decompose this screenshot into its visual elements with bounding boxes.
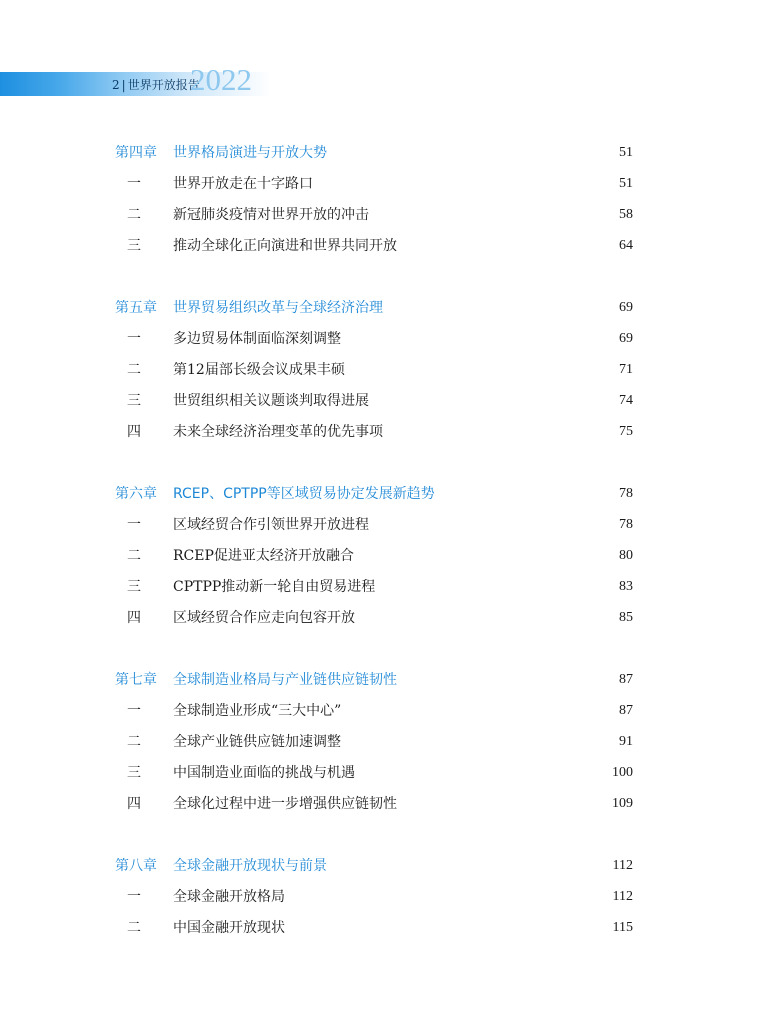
section-title: RCEP促进亚太经济开放融合: [173, 548, 354, 564]
toc-section-entry[interactable]: [115, 886, 633, 908]
toc-section-entry[interactable]: [115, 762, 633, 784]
section-title: 世贸组织相关议题谈判取得进展: [173, 393, 369, 409]
dot-leader: [331, 855, 609, 877]
section-number: 四: [127, 610, 141, 626]
toc-section-entry[interactable]: [115, 545, 633, 567]
page-number: 74: [619, 393, 633, 408]
page-number: 80: [619, 548, 633, 563]
dot-leader: [373, 390, 611, 412]
section-title: 全球金融开放格局: [173, 889, 285, 905]
dot-leader: [345, 328, 611, 350]
page-number: 64: [619, 238, 633, 253]
toc-section-entry[interactable]: [115, 204, 633, 226]
dot-leader: [373, 204, 611, 226]
section-number: 四: [127, 424, 141, 440]
toc-section-entry[interactable]: [115, 328, 633, 350]
dot-leader: [373, 514, 611, 536]
section-number: 二: [127, 362, 141, 378]
chapter-number: 第六章: [115, 486, 157, 502]
section-title: 全球化过程中进一步增强供应链韧性: [173, 796, 397, 812]
page-number: 78: [619, 486, 633, 501]
section-number: 一: [127, 331, 141, 347]
page-number: 91: [619, 734, 633, 749]
chapter-title: RCEP、CPTPP等区域贸易协定发展新趋势: [173, 486, 435, 502]
toc-section-entry[interactable]: [115, 421, 633, 443]
dot-leader: [359, 762, 608, 784]
toc-chapter-entry[interactable]: [115, 297, 633, 319]
page-number: 109: [612, 796, 633, 811]
toc-section-entry[interactable]: [115, 359, 633, 381]
page-number: 78: [619, 517, 633, 532]
header-separator: |: [121, 78, 126, 92]
section-title: CPTPP推动新一轮自由贸易进程: [173, 579, 376, 595]
section-title: 新冠肺炎疫情对世界开放的冲击: [173, 207, 369, 223]
dot-leader: [387, 421, 611, 443]
section-number: 三: [127, 238, 141, 254]
chapter-number: 第七章: [115, 672, 157, 688]
section-title: 第12届部长级会议成果丰硕: [173, 362, 345, 378]
section-number: 二: [127, 207, 141, 223]
header-page-number: 2: [112, 78, 120, 92]
toc-section-entry[interactable]: [115, 235, 633, 257]
section-number: 一: [127, 176, 141, 192]
page-number: 100: [612, 765, 633, 780]
section-number: 三: [127, 393, 141, 409]
section-number: 一: [127, 517, 141, 533]
page-number: 69: [619, 300, 633, 315]
page-number: 58: [619, 207, 633, 222]
section-title: 区域经贸合作应走向包容开放: [173, 610, 355, 626]
toc-section-entry[interactable]: [115, 917, 633, 939]
dot-leader: [359, 607, 611, 629]
chapter-title: 全球金融开放现状与前景: [173, 858, 327, 874]
section-title: 多边贸易体制面临深刻调整: [173, 331, 341, 347]
section-title: 全球产业链供应链加速调整: [173, 734, 341, 750]
section-number: 三: [127, 579, 141, 595]
page-number: 115: [612, 920, 633, 935]
dot-leader: [439, 483, 611, 505]
chapter-number: 第五章: [115, 300, 157, 316]
page-number: 51: [619, 176, 633, 191]
toc-chapter-entry[interactable]: [115, 669, 633, 691]
toc-section-entry[interactable]: [115, 390, 633, 412]
toc-section-entry[interactable]: [115, 607, 633, 629]
section-number: 四: [127, 796, 141, 812]
page-number: 69: [619, 331, 633, 346]
dot-leader: [345, 731, 611, 753]
toc-chapter-entry[interactable]: [115, 142, 633, 164]
header-year: 2022: [190, 62, 252, 97]
page-number: 87: [619, 703, 633, 718]
section-number: 一: [127, 889, 141, 905]
chapter-title: 世界贸易组织改革与全球经济治理: [173, 300, 383, 316]
chapter-number: 第八章: [115, 858, 157, 874]
dot-leader: [289, 917, 609, 939]
section-number: 二: [127, 548, 141, 564]
section-number: 三: [127, 765, 141, 781]
section-title: 区域经贸合作引领世界开放进程: [173, 517, 369, 533]
page-number: 112: [612, 889, 633, 904]
chapter-title: 全球制造业格局与产业链供应链韧性: [173, 672, 397, 688]
page-number: 87: [619, 672, 633, 687]
chapter-number: 第四章: [115, 145, 157, 161]
section-title: 中国制造业面临的挑战与机遇: [173, 765, 355, 781]
section-title: 中国金融开放现状: [173, 920, 285, 936]
page-number: 75: [619, 424, 633, 439]
dot-leader: [401, 669, 611, 691]
toc-section-entry[interactable]: [115, 576, 633, 598]
toc-section-entry[interactable]: [115, 793, 633, 815]
toc-section-entry[interactable]: [115, 173, 633, 195]
page-number: 71: [619, 362, 633, 377]
toc-section-entry[interactable]: [115, 514, 633, 536]
dot-leader: [349, 359, 611, 381]
section-number: 二: [127, 920, 141, 936]
toc-section-entry[interactable]: [115, 700, 633, 722]
dot-leader: [317, 173, 611, 195]
section-title: 世界开放走在十字路口: [173, 176, 313, 192]
dot-leader: [331, 142, 611, 164]
section-number: 二: [127, 734, 141, 750]
dot-leader: [358, 545, 611, 567]
section-title: 未来全球经济治理变革的优先事项: [173, 424, 383, 440]
section-number: 一: [127, 703, 141, 719]
header-book-title: 世界开放报告: [127, 78, 200, 92]
dot-leader: [387, 297, 611, 319]
section-title: 全球制造业形成“三大中心”: [173, 703, 342, 719]
dot-leader: [401, 235, 611, 257]
dot-leader: [401, 793, 608, 815]
toc-chapter-entry[interactable]: [115, 855, 633, 877]
toc-section-entry[interactable]: [115, 731, 633, 753]
section-title: 推动全球化正向演进和世界共同开放: [173, 238, 397, 254]
chapter-title: 世界格局演进与开放大势: [173, 145, 327, 161]
page-number: 51: [619, 145, 633, 160]
dot-leader: [289, 886, 609, 908]
page-number: 83: [619, 579, 633, 594]
dot-leader: [345, 700, 611, 722]
dot-leader: [379, 576, 611, 598]
page-number: 85: [619, 610, 633, 625]
page-number: 112: [612, 858, 633, 873]
toc-chapter-entry[interactable]: [115, 483, 633, 505]
